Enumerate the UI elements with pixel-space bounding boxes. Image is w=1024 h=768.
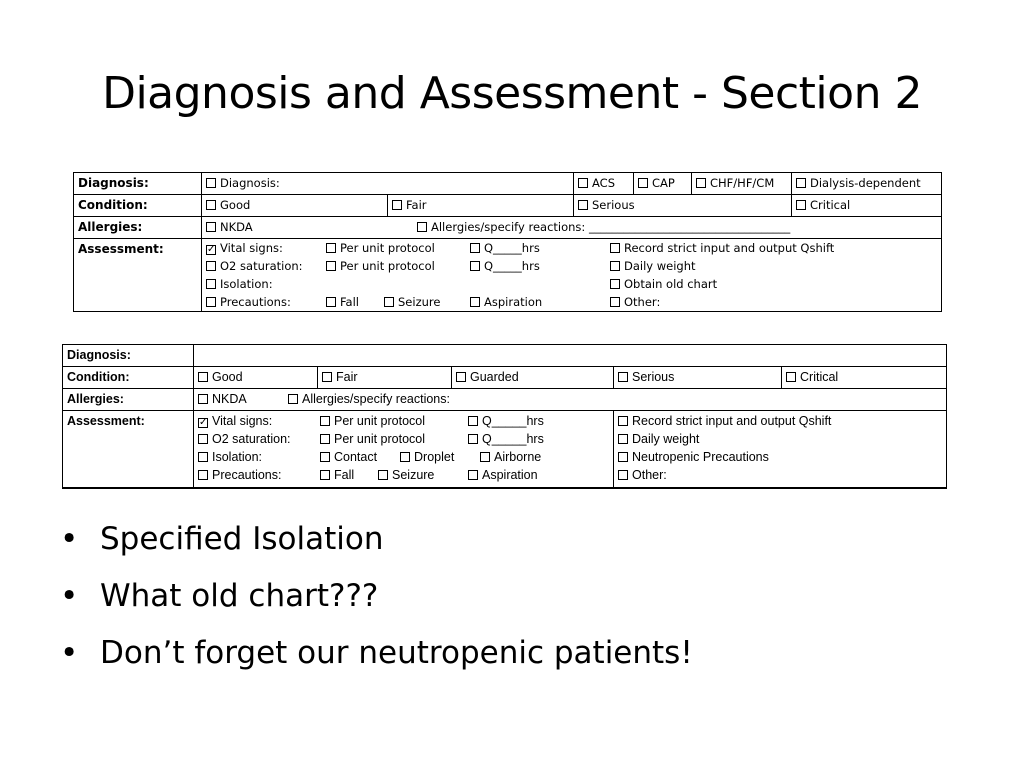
checkbox[interactable]	[480, 452, 490, 462]
daily-weight-option[interactable]	[610, 257, 696, 275]
o2-saturation-option[interactable]	[198, 430, 291, 448]
isolation-option[interactable]	[206, 275, 273, 293]
condition-label: Condition:	[63, 367, 194, 389]
option-label: Record strict input and output Qshift	[632, 414, 832, 428]
option-label: ACS	[592, 176, 615, 190]
assessment-label: Assessment:	[63, 411, 194, 489]
isolation-option[interactable]	[198, 448, 262, 466]
fair-option[interactable]	[318, 367, 452, 389]
good-option[interactable]	[194, 367, 318, 389]
option-label: Vital signs:	[220, 241, 283, 255]
option-label: Airborne	[494, 450, 542, 464]
q-hrs-option[interactable]	[470, 239, 540, 257]
diagnosis-row	[74, 173, 942, 195]
option-label: Per unit protocol	[334, 414, 426, 428]
assessment-row	[63, 411, 947, 489]
precautions-option[interactable]	[206, 293, 291, 311]
option-label: Aspiration	[482, 468, 538, 482]
checkbox[interactable]	[326, 243, 336, 253]
checkbox[interactable]	[618, 470, 628, 480]
option-label: Daily weight	[632, 432, 700, 446]
option-label: Fall	[340, 295, 359, 309]
checkbox-checked[interactable]	[206, 245, 216, 255]
option-label: Good	[220, 198, 251, 212]
checkbox[interactable]	[786, 372, 796, 382]
option-label: O2 saturation:	[212, 432, 291, 446]
checkbox[interactable]	[206, 297, 216, 307]
assessment-options	[194, 411, 614, 489]
record-io-option[interactable]	[618, 412, 831, 430]
per-unit-protocol-option[interactable]	[320, 430, 425, 448]
chf-option[interactable]	[692, 173, 792, 195]
obtain-old-chart-option[interactable]	[610, 275, 717, 293]
allergy-reactions-option[interactable]	[417, 218, 790, 236]
option-label: Precautions:	[220, 295, 291, 309]
option-label: Serious	[632, 370, 675, 384]
bullet-item: • Specified Isolation	[60, 514, 693, 571]
option-label: Seizure	[398, 295, 441, 309]
checkbox[interactable]	[322, 372, 332, 382]
option-label: Isolation:	[220, 277, 273, 291]
original-form	[73, 172, 942, 312]
checkbox[interactable]	[610, 261, 620, 271]
bullet-item: • What old chart???	[60, 571, 693, 628]
checkbox[interactable]	[326, 297, 336, 307]
checkbox[interactable]	[198, 470, 208, 480]
allergies-options	[202, 217, 942, 239]
option-label: Dialysis-dependent	[810, 176, 921, 190]
option-label: Allergies/specify reactions: ___________________________________	[431, 220, 791, 234]
checkbox[interactable]	[470, 243, 480, 253]
bullet-list	[60, 514, 693, 685]
option-label: Q_____hrs	[482, 432, 544, 446]
guarded-option[interactable]	[452, 367, 614, 389]
vital-signs-option[interactable]	[206, 239, 283, 257]
allergies-row	[63, 389, 947, 411]
option-label: Good	[212, 370, 243, 384]
checkbox[interactable]	[468, 434, 478, 444]
option-label: CHF/HF/CM	[710, 176, 775, 190]
checkbox[interactable]	[206, 200, 216, 210]
o2-saturation-option[interactable]	[206, 257, 303, 275]
record-io-option[interactable]	[610, 239, 834, 257]
seizure-option[interactable]	[384, 293, 440, 311]
option-label: Critical	[810, 198, 851, 212]
per-unit-protocol-option[interactable]	[326, 239, 435, 257]
diagnosis-option[interactable]	[202, 173, 574, 195]
checkbox[interactable]	[456, 372, 466, 382]
checkbox[interactable]	[610, 297, 620, 307]
option-label: Q_____hrs	[484, 259, 540, 273]
diagnosis-row	[63, 345, 947, 367]
fair-option[interactable]	[388, 195, 574, 217]
allergies-label: Allergies:	[63, 389, 194, 411]
checkbox[interactable]	[796, 178, 806, 188]
checkbox[interactable]	[206, 222, 216, 232]
option-label: Contact	[334, 450, 378, 464]
daily-weight-option[interactable]	[618, 430, 699, 448]
allergy-reactions-option[interactable]	[288, 390, 450, 408]
condition-row	[74, 195, 942, 217]
checkbox[interactable]	[198, 372, 208, 382]
option-label: CAP	[652, 176, 675, 190]
option-label: NKDA	[220, 220, 253, 234]
checkbox[interactable]	[796, 200, 806, 210]
checkbox[interactable]	[326, 261, 336, 271]
assessment-row	[74, 239, 942, 312]
precautions-option[interactable]	[198, 466, 281, 484]
option-label: Obtain old chart	[624, 277, 718, 291]
aspiration-option[interactable]	[468, 466, 538, 484]
checkbox[interactable]	[320, 416, 330, 426]
diagnosis-field[interactable]	[194, 345, 947, 367]
option-label: Per unit protocol	[340, 259, 435, 273]
option-label: Q_____hrs	[484, 241, 540, 255]
other-option[interactable]	[618, 466, 667, 484]
checkbox[interactable]	[384, 297, 394, 307]
diagnosis-label: Diagnosis:	[74, 173, 202, 195]
option-label: Fair	[406, 198, 427, 212]
checkbox[interactable]	[468, 470, 478, 480]
revised-form	[62, 344, 947, 489]
allergies-options	[194, 389, 947, 411]
contact-option[interactable]	[320, 448, 377, 466]
option-label: Per unit protocol	[334, 432, 426, 446]
checkbox[interactable]	[320, 434, 330, 444]
checkbox[interactable]	[470, 297, 480, 307]
option-label: Precautions:	[212, 468, 282, 482]
checkbox[interactable]	[610, 279, 620, 289]
serious-option[interactable]	[614, 367, 782, 389]
slide-title: Diagnosis and Assessment - Section 2	[102, 68, 922, 119]
condition-label: Condition:	[74, 195, 202, 217]
option-label: Record strict input and output Qshift	[624, 241, 835, 255]
per-unit-protocol-option[interactable]	[326, 257, 435, 275]
checkbox[interactable]	[320, 470, 330, 480]
cap-option[interactable]	[634, 173, 692, 195]
checkbox[interactable]	[470, 261, 480, 271]
option-label: NKDA	[212, 392, 247, 406]
fall-option[interactable]	[320, 466, 354, 484]
nkda-option[interactable]	[198, 392, 247, 406]
checkbox[interactable]	[638, 178, 648, 188]
option-label: Isolation:	[212, 450, 263, 464]
dialysis-option[interactable]	[792, 173, 942, 195]
checkbox[interactable]	[618, 372, 628, 382]
nkda-option[interactable]	[206, 220, 253, 234]
other-option[interactable]	[610, 293, 660, 311]
q-hrs-option[interactable]	[468, 430, 544, 448]
checkbox[interactable]	[618, 434, 628, 444]
option-label: O2 saturation:	[220, 259, 303, 273]
aspiration-option[interactable]	[470, 293, 542, 311]
neutropenic-precautions-option[interactable]	[618, 448, 769, 466]
option-label: Other:	[624, 295, 661, 309]
allergies-row	[74, 217, 942, 239]
assessment-orders	[614, 411, 947, 489]
per-unit-protocol-option[interactable]	[320, 412, 425, 430]
condition-row	[63, 367, 947, 389]
checkbox[interactable]	[400, 452, 410, 462]
option-label: Daily weight	[624, 259, 696, 273]
bullet-item: • Don’t forget our neutropenic patients!	[60, 628, 693, 685]
option-label: Allergies/specify reactions:	[302, 392, 450, 406]
vital-signs-option[interactable]	[198, 412, 272, 430]
checkbox[interactable]	[206, 261, 216, 271]
option-label: Q_____hrs	[482, 414, 544, 428]
assessment-label: Assessment:	[74, 239, 202, 312]
option-label: Other:	[632, 468, 667, 482]
option-label: Fall	[334, 468, 355, 482]
option-label: Aspiration	[484, 295, 543, 309]
checkbox[interactable]	[618, 416, 628, 426]
checkbox[interactable]	[578, 200, 588, 210]
checkbox[interactable]	[288, 394, 298, 404]
checkbox[interactable]	[206, 279, 216, 289]
checkbox[interactable]	[578, 178, 588, 188]
option-label: Vital signs:	[212, 414, 273, 428]
assessment-options	[202, 239, 942, 312]
serious-option[interactable]	[574, 195, 792, 217]
option-label: Diagnosis:	[220, 176, 280, 190]
checkbox[interactable]	[468, 416, 478, 426]
option-label: Seizure	[392, 468, 435, 482]
allergies-label: Allergies:	[74, 217, 202, 239]
option-label: Serious	[592, 198, 635, 212]
acs-option[interactable]	[574, 173, 634, 195]
checkbox[interactable]	[392, 200, 402, 210]
checkbox[interactable]	[206, 178, 216, 188]
checkbox[interactable]	[417, 222, 427, 232]
option-label: Critical	[800, 370, 839, 384]
option-label: Per unit protocol	[340, 241, 435, 255]
option-label: Droplet	[414, 450, 455, 464]
option-label: Neutropenic Precautions	[632, 450, 769, 464]
q-hrs-option[interactable]	[468, 412, 544, 430]
fall-option[interactable]	[326, 293, 359, 311]
checkbox[interactable]	[610, 243, 620, 253]
checkbox[interactable]	[198, 394, 208, 404]
airborne-option[interactable]	[480, 448, 541, 466]
diagnosis-label: Diagnosis:	[63, 345, 194, 367]
critical-option[interactable]	[792, 195, 942, 217]
checkbox[interactable]	[320, 452, 330, 462]
option-label: Guarded	[470, 370, 519, 384]
critical-option[interactable]	[782, 367, 947, 389]
checkbox[interactable]	[696, 178, 706, 188]
checkbox[interactable]	[198, 452, 208, 462]
checkbox-checked[interactable]	[198, 418, 208, 428]
checkbox[interactable]	[378, 470, 388, 480]
q-hrs-option[interactable]	[470, 257, 540, 275]
checkbox[interactable]	[618, 452, 628, 462]
checkbox[interactable]	[198, 434, 208, 444]
option-label: Fair	[336, 370, 358, 384]
droplet-option[interactable]	[400, 448, 454, 466]
seizure-option[interactable]	[378, 466, 434, 484]
good-option[interactable]	[202, 195, 388, 217]
